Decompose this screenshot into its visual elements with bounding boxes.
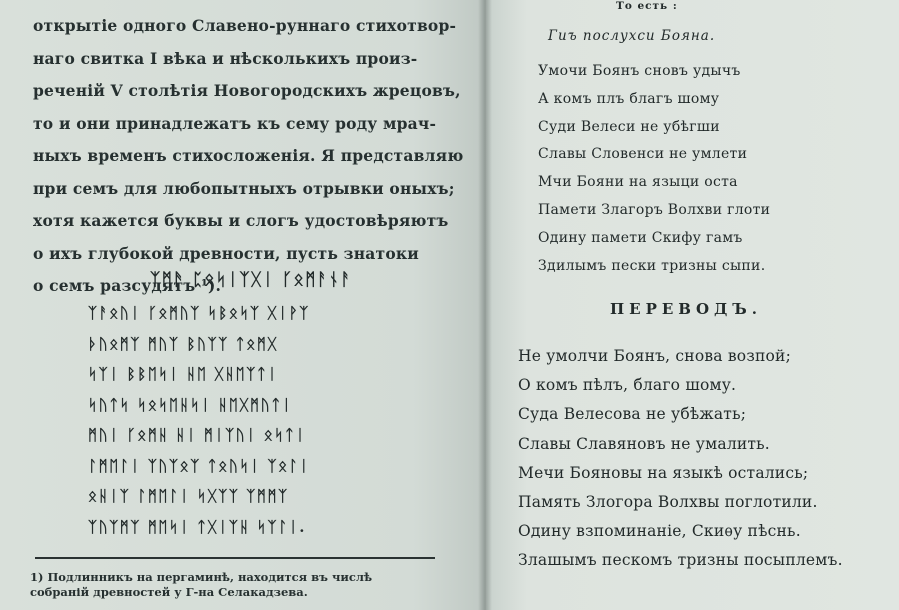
footnote-line: собраній древностей у Г-на Селакадзева. bbox=[30, 585, 308, 599]
body-line: при семъ для любопытныхъ отрывки оныхъ; bbox=[33, 178, 455, 198]
body-line: ныхъ временъ стихосложенія. Я представляю bbox=[33, 146, 464, 165]
left-body-text bbox=[33, 10, 464, 303]
body-line: открытіе одного Славено-руннаго стихотвор- bbox=[33, 16, 457, 35]
footnote-line: 1) Подлинникъ на пергаминѣ, находится въ числѣ bbox=[30, 570, 373, 584]
transcription-line: Умочи Боянъ сновъ удычъ bbox=[538, 63, 741, 79]
transcription-block bbox=[538, 58, 770, 280]
right-heading: То есть : bbox=[616, 0, 678, 12]
translation-line: О комъ пѣлъ, благо шому. bbox=[518, 376, 737, 395]
body-line: о семъ разсудятъ ¹). bbox=[33, 276, 222, 295]
translation-line: Мечи Бояновы на языкѣ остались; bbox=[518, 463, 809, 482]
transcription-line: Памети Злагоръ Волхви глоти bbox=[538, 201, 771, 218]
runic-line: ᛋᛉᛁ ᛒᛒᛖᛋᛁ ᚺᛖ ᚷᚺᛖᛉᛏᛁ bbox=[88, 365, 279, 383]
translation-line: Суда Велесова не убѣжать; bbox=[518, 405, 747, 424]
body-line: хотя кажется буквы и слогъ удостовѣряютъ bbox=[33, 211, 449, 230]
translation-line: Не умолчи Боянъ, снова возпой; bbox=[518, 347, 791, 365]
transcription-line: Славы Словенси не умлети bbox=[538, 146, 748, 163]
runic-line: ᛉᚢᛉᛗᛉ ᛗᛖᛋᛁ ᛏᚷᛁᛉᚺ ᛋᛉᛚᛁ. bbox=[88, 517, 307, 536]
body-line: о ихъ глубокой древности, пусть знатоки bbox=[33, 243, 419, 263]
body-line: то и они принадлежатъ къ сему роду мрач- bbox=[33, 113, 437, 133]
footnote bbox=[30, 570, 450, 600]
runic-title: ᛉᛗᚫ ᛈᛟᛋᛁᛉᚷᛁ ᚴᛟᛗᚨᚾᚨ bbox=[150, 270, 353, 290]
transcription-line: А комъ плъ благъ шому bbox=[538, 90, 720, 107]
body-line: наго свитка I вѣка и нѣсколькихъ произ- bbox=[33, 48, 418, 68]
runic-line: ᛗᚢᛁ ᚴᛟᛗᚺ ᚺᛁ ᛗᛁᛉᚢᛁ ᛟᛋᛏᛁ bbox=[88, 426, 307, 444]
translation-line: Память Злогора Волхвы поглотили. bbox=[518, 492, 818, 511]
transcription-line: Мчи Бояни на языци оста bbox=[538, 174, 738, 191]
translation-heading: ПЕРЕВОДЪ. bbox=[610, 300, 762, 318]
transcription-title: Гиъ послухси Бояна. bbox=[548, 28, 716, 44]
translation-line: Злашымъ пескомъ тризны посыплемъ. bbox=[518, 551, 843, 570]
runic-line: ᛟᚺᛁᛉ ᛚᛗᛖᛚᛁ ᛋᚷᛉᛉ ᛉᛗᛗᛉ bbox=[88, 487, 289, 505]
body-line: реченій V столѣтія Новогородскихъ жрецовъ, bbox=[33, 81, 461, 100]
transcription-line: Суди Велеси не убѣгши bbox=[538, 118, 720, 135]
book-gutter bbox=[478, 0, 492, 610]
right-page bbox=[486, 0, 899, 610]
translation-line: Одину взпоминаніе, Скиѳу пѣснь. bbox=[518, 522, 801, 541]
transcription-line: Здилымъ пески тризны сыпи. bbox=[538, 257, 766, 274]
translation-line: Славы Славяновъ не умалить. bbox=[518, 434, 770, 453]
runic-line: ᚦᚢᛟᛗᛉ ᛗᚢᛉ ᛒᚢᛉᛉ ᛏᛟᛗᚷ bbox=[88, 334, 279, 353]
transcription-line: Одину памети Скифу гамъ bbox=[538, 229, 743, 246]
runic-line: ᛉᚨᛟᚢᛁ ᚴᛟᛗᚢᛉ ᛋᛒᛟᛋᛉ ᚷᛁᚹᛉ bbox=[88, 304, 310, 322]
runic-line: ᛋᚢᛏᛋ ᛋᛟᛋᛖᚺᛋᛁ ᚺᛖᚷᛗᚢᛏᛁ bbox=[88, 395, 293, 414]
runic-text-block bbox=[88, 298, 310, 542]
footnote-divider bbox=[35, 557, 435, 559]
translation-block bbox=[518, 342, 843, 576]
runic-line: ᛚᛗᛖᛚᛁ ᛉᚢᛉᛟᛉ ᛏᛟᚢᛋᛁ ᛉᛟᛚᛁ bbox=[88, 456, 310, 475]
